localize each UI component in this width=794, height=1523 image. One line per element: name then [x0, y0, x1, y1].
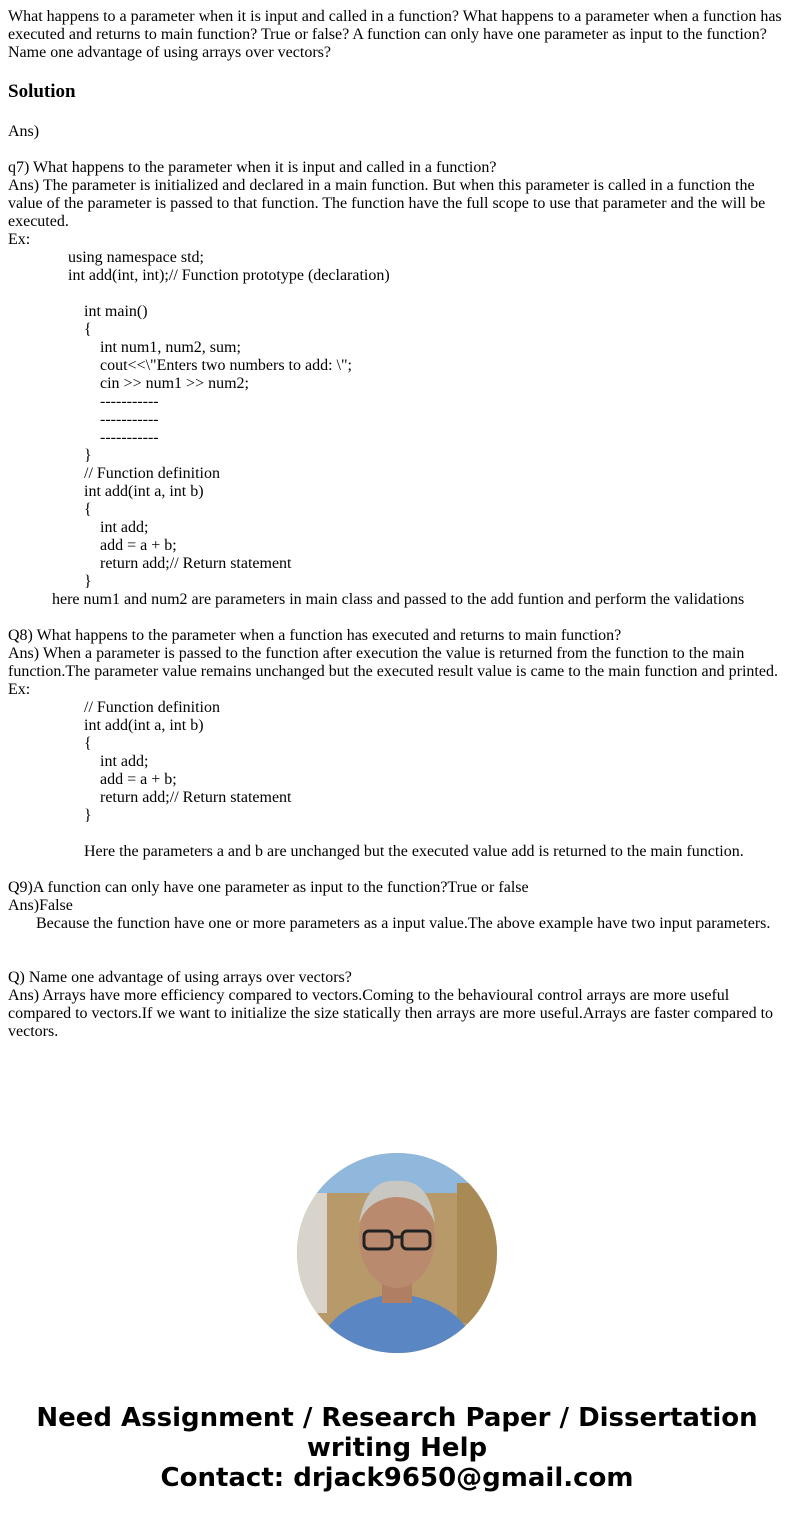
code-line: // Function definition	[84, 699, 220, 716]
code-line: -----------	[100, 429, 159, 446]
code-line: {	[84, 501, 92, 518]
code-line: int add(int, int);// Function prototype (declaration)	[68, 267, 390, 284]
code-line: cin >> num1 >> num2;	[100, 375, 249, 392]
code-line: return add;// Return statement	[100, 555, 292, 572]
code-line: return add;// Return statement	[100, 789, 292, 806]
code-line: int add(int a, int b)	[84, 717, 204, 734]
code-line: int add;	[100, 753, 149, 770]
document	[8, 8, 786, 1041]
q8-answer: Ans) When a parameter is passed to the function after execution the value is returned from the function to the main function.The parameter value remains unchanged but the executed result value is came to the main function and printed.	[8, 645, 778, 680]
q7-answer: Ans) The parameter is initialized and declared in a main function. But when this parameter is called in a function the value of the parameter is passed to that function. The function have the full scope to use that parameter and the will be executed.	[8, 177, 766, 230]
q9-question: Q9)A function can only have one parameter as input to the function?True or false	[8, 879, 529, 896]
footer-line-2: writing Help	[306, 1433, 488, 1463]
q7-note: here num1 and num2 are parameters in main class and passed to the add funtion and perform the validations	[52, 591, 745, 608]
code-line: add = a + b;	[100, 771, 177, 788]
q8-ex: Ex:	[8, 681, 31, 698]
solution-heading: Solution	[8, 81, 76, 102]
code-line: }	[84, 807, 92, 824]
code-line: int main()	[84, 303, 148, 320]
code-line: int add;	[100, 519, 149, 536]
code-line: }	[84, 447, 92, 464]
code-line: // Function definition	[84, 465, 220, 482]
code-line: {	[84, 321, 92, 338]
code-line: int num1, num2, sum;	[100, 339, 241, 356]
q8-question: Q8) What happens to the parameter when a function has executed and returns to main function?	[8, 627, 622, 644]
ans-intro: Ans)	[8, 123, 40, 140]
code-line: int add(int a, int b)	[84, 483, 204, 500]
q7-ex: Ex:	[8, 231, 31, 248]
q9-reason: Because the function have one or more parameters as a input value.The above example have two input parameters.	[36, 915, 771, 932]
code-line: -----------	[100, 393, 159, 410]
author-photo	[297, 1153, 497, 1353]
q10-question: Q) Name one advantage of using arrays over vectors?	[8, 969, 352, 986]
code-line: }	[84, 573, 92, 590]
code-line: {	[84, 735, 92, 752]
footer-line-1: Need Assignment / Research Paper / Dissertation	[36, 1403, 758, 1433]
footer-contact: Contact: drjack9650@gmail.com	[160, 1463, 634, 1493]
code-line: add = a + b;	[100, 537, 177, 554]
q10-answer: Ans) Arrays have more efficiency compared to vectors.Coming to the behavioural control arrays are more useful compared to vectors.If we want to initialize the size statically then arrays are more useful.Arrays are faster compared to vectors.	[8, 987, 774, 1040]
q7-question: q7) What happens to the parameter when it is input and called in a function?	[8, 159, 497, 176]
question-text: What happens to a parameter when it is input and called in a function? What happens to a parameter when a function has executed and returns to main function? True or false? A function can only have one parameter as input to the function? Name one advantage of using arrays over vectors?	[8, 8, 782, 61]
q9-answer: Ans)False	[8, 897, 73, 914]
code-line: cout<<\"Enters two numbers to add: \";	[100, 357, 352, 374]
q8-note: Here the parameters a and b are unchanged but the executed value add is returned to the main function.	[84, 843, 744, 860]
code-line: using namespace std;	[68, 249, 204, 266]
footer-banner	[0, 1403, 794, 1493]
code-line: -----------	[100, 411, 159, 428]
